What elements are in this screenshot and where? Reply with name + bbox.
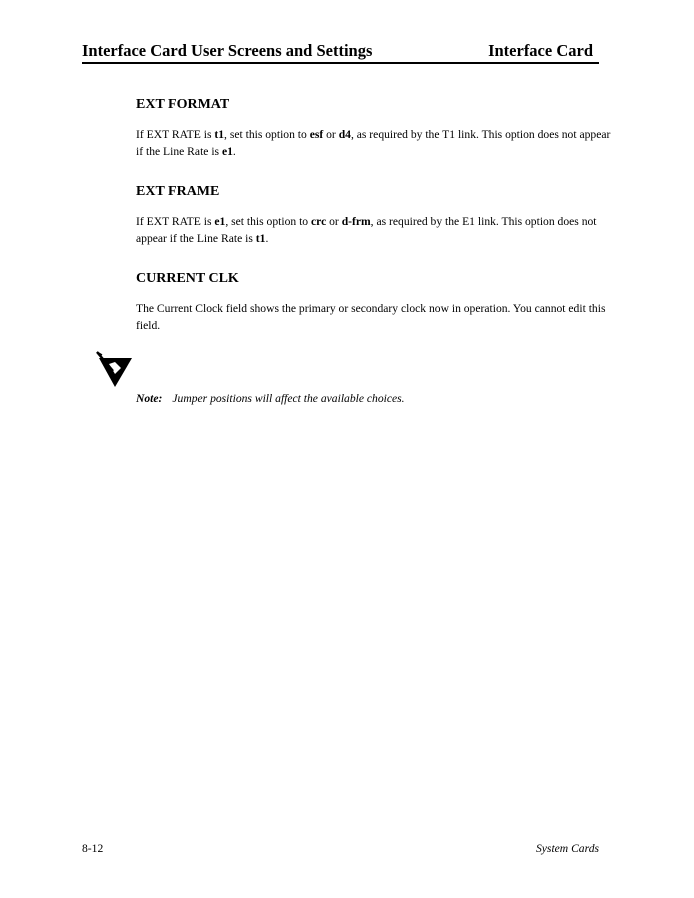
option-value: t1 (214, 128, 225, 141)
body-text: . (265, 232, 269, 245)
section-title-ext-format: EXT FORMAT (136, 97, 230, 112)
section-body-ext-frame (136, 213, 611, 247)
body-text: or (326, 215, 342, 228)
page-number: 8-12 (82, 842, 104, 855)
body-text: , set this option to (225, 215, 311, 228)
body-text: . (232, 145, 236, 158)
option-value: d-frm (341, 215, 371, 228)
header-right-title: Interface Card (488, 41, 593, 60)
option-value: e1 (221, 145, 233, 158)
option-value: d4 (338, 128, 351, 141)
note-text: Jumper positions will affect the available choices. (172, 392, 405, 405)
section-title-current-clk: CURRENT CLK (136, 271, 239, 286)
note-pencil-icon (94, 351, 134, 391)
page-header (82, 40, 599, 64)
body-text: , as required by the E1 link. This option does not appear if the Line Rate is (136, 215, 597, 245)
option-value: crc (310, 215, 327, 228)
option-value: t1 (255, 232, 266, 245)
body-text: , as required by the T1 link. This option does not appear if the Line Rate is (136, 128, 611, 158)
section-title-ext-frame: EXT FRAME (136, 184, 220, 199)
footer-chapter: System Cards (535, 842, 599, 855)
body-text: , set this option to (224, 128, 310, 141)
note-label: Note: (136, 392, 163, 405)
section-body-ext-format (136, 126, 611, 160)
note (136, 392, 405, 405)
body-text: If EXT RATE is (136, 128, 215, 141)
body-text: If EXT RATE is (136, 215, 215, 228)
body-text: The Current Clock field shows the primary or secondary clock now in operation. You cannot edit this field. (136, 302, 606, 332)
body-text: or (323, 128, 339, 141)
header-left-title: Interface Card User Screens and Settings (82, 41, 373, 60)
option-value: esf (309, 128, 324, 141)
section-body-current-clk (136, 300, 611, 334)
option-value: e1 (214, 215, 226, 228)
